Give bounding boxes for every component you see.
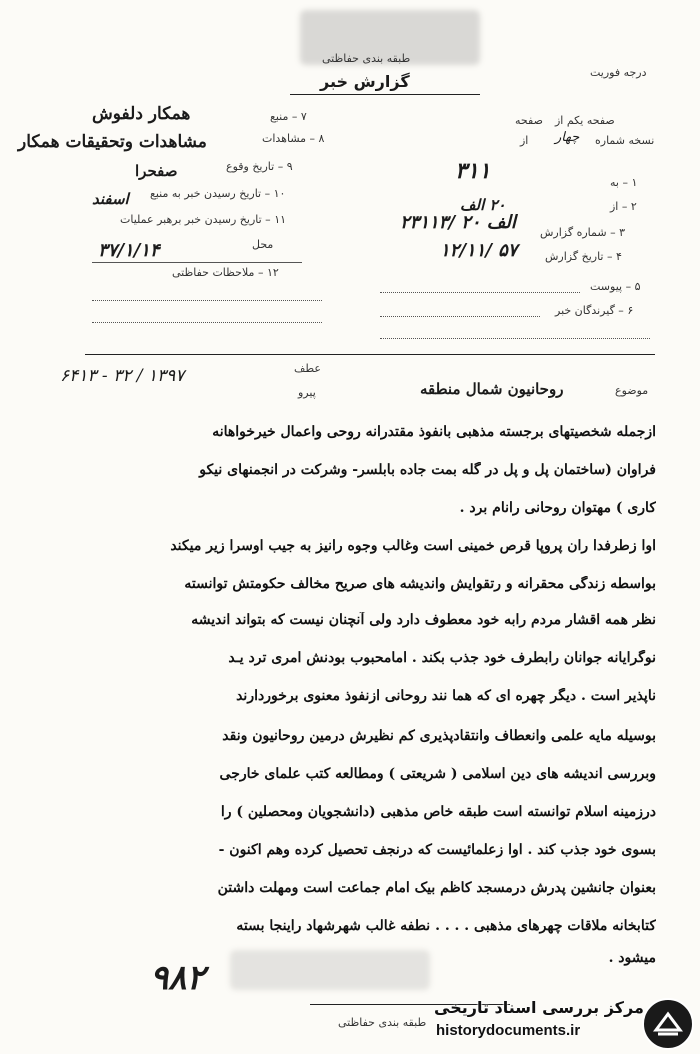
classification-top: طبقه بندی حفاظتی xyxy=(322,52,411,65)
field-10-value: اسفند xyxy=(92,190,129,208)
header-divider xyxy=(85,354,655,355)
page-label: صفحه یکم از xyxy=(555,114,615,127)
field-12-dots-2 xyxy=(92,322,322,323)
field-2-value: ۲۰ الف xyxy=(460,196,506,214)
copy-of: از xyxy=(520,134,529,147)
reference-note-2: پیرو xyxy=(298,386,316,399)
body-line: کاری ) مهتوان روحانی رانام برد . xyxy=(459,500,656,516)
bottom-stamp-blur xyxy=(230,950,430,990)
field-6-dots xyxy=(380,316,540,317)
handwritten-number: ۹۸۲ xyxy=(150,958,205,998)
field-3: ۳ – شماره گزارش xyxy=(540,226,626,239)
field-1: ۱ – به xyxy=(610,176,638,189)
body-line: بواسطه زندگی محقرانه و رتقوایش واندیشه های صریح مخالف حکومتش توانسته xyxy=(184,576,656,592)
field-location-value: ۳۷/۱/۱۴ xyxy=(98,240,160,261)
field-9: ۹ – تاریخ وقوع xyxy=(226,160,293,173)
urgency-label: درجه فوریت xyxy=(590,66,647,79)
subject-label: موضوع xyxy=(615,384,649,397)
field-8: ۸ – مشاهدات xyxy=(262,132,325,145)
body-line: نظر همه اقشار مردم رابه خود معطوف دارد ولی آنچنان نیست که بتواند اندیشه xyxy=(191,612,656,628)
body-line: درزمینه اسلام توانسته است طبقه خاص مذهبی (دانشجویان ومحصلین ) را xyxy=(220,804,656,820)
body-line: وبررسی اندیشه های دین اسلامی ( شریعتی ) ومطالعه کتب علمای خارجی xyxy=(219,766,656,782)
watermark-en: historydocuments.ir xyxy=(436,1022,581,1039)
field-3-value: ۲۳۱۱۳/ ۲۰ الف xyxy=(400,212,516,233)
field-4: ۴ – تاریخ گزارش xyxy=(545,250,622,263)
field-5-dots xyxy=(380,292,580,293)
stamp-left-line-3: صفحرا xyxy=(135,162,178,180)
stamp-left-line-1: همکار دلفوش xyxy=(92,104,191,124)
reference-number: ۶۴۱۳ - ۳۲ / ۱۳۹۷ xyxy=(60,366,185,386)
page-word: صفحه xyxy=(515,114,543,127)
field-6: ۶ – گیرندگان خبر xyxy=(555,304,634,317)
field-4-value: ۱۲/۱۱/ ۵۷ xyxy=(440,240,518,261)
field-10: ۱۰ – تاریخ رسیدن خبر به منبع xyxy=(150,187,286,200)
body-line: میشود . xyxy=(608,950,656,966)
copy-value: چهار xyxy=(555,130,580,145)
reference-note: عطف xyxy=(294,362,321,375)
body-line: نوگرایانه جوانان رابطرف خود جذب بکند . امامحبوب بودنش امری ترد یـد xyxy=(228,650,656,666)
field-12: ۱۲ – ملاحظات حفاظتی xyxy=(172,266,279,279)
watermark xyxy=(430,996,698,1052)
body-line: بعنوان جانشین پدرش درمسجد کاظم بیک امام جماعت است ومهلت داشتن xyxy=(217,880,656,896)
report-title: گزارش خبر xyxy=(320,72,410,91)
watermark-fa: مرکز بررسی اسناد تاریخی xyxy=(434,998,644,1017)
body-line: اوا زطرفدا ران پروپا قرص خمینی است وغالب وجوه رانیز به جیب اوسرا زیر میکند xyxy=(170,538,656,554)
body-line: کتابخانه ملاقات چهرهای مذهبی . . . . نطفه غالب شهرشهاد راینجا بسته xyxy=(236,918,656,934)
header-rule xyxy=(290,94,480,95)
body-line: ازجمله شخصیتهای برجسته مذهبی بانفوذ مقتدرانه روحی واعمال خیرخواهانه xyxy=(212,424,656,440)
body-line: فراوان (ساختمان پل و پل در گله بمت جاده بابلسر- وشرکت در انجمنهای نیکو xyxy=(199,462,656,478)
field-location: محل xyxy=(252,238,274,251)
stamp-left-line-2: مشاهدات وتحقیقات همکار xyxy=(18,132,207,152)
archive-logo-icon xyxy=(642,998,694,1050)
field-1-value: ۳۱۱ xyxy=(455,158,491,184)
field-12-dots-1 xyxy=(92,300,322,301)
body-line: بوسیله مایه علمی وانعطاف وانتقادپذیری کم نظیرش درمین روحانیون ونقد xyxy=(222,728,656,744)
field-11: ۱۱ – تاریخ رسیدن خبر برهبر عملیات xyxy=(120,213,287,226)
book-icon xyxy=(644,1000,692,1048)
field-5: ۵ – پیوست xyxy=(590,280,641,293)
field-7: ۷ – منبع xyxy=(270,110,307,123)
body-line: ناپذیر است . دیگر چهره ای که هما نند روحانی ازنفوذ معنوی برخوردارند xyxy=(236,688,656,704)
body-line: بسوی خود جذب کند . اوا زعلمائیست که درنجف تحصیل کرده وهم اکنون - xyxy=(218,842,656,858)
field-2: ۲ – از xyxy=(610,200,637,213)
subject-value: روحانیون شمال منطقه xyxy=(420,380,564,398)
field-location-rule xyxy=(92,262,302,263)
classification-bottom: طبقه بندی حفاظتی xyxy=(338,1016,427,1029)
copy-label: نسخه شماره xyxy=(595,134,655,147)
field-6-dots-2 xyxy=(380,338,650,339)
